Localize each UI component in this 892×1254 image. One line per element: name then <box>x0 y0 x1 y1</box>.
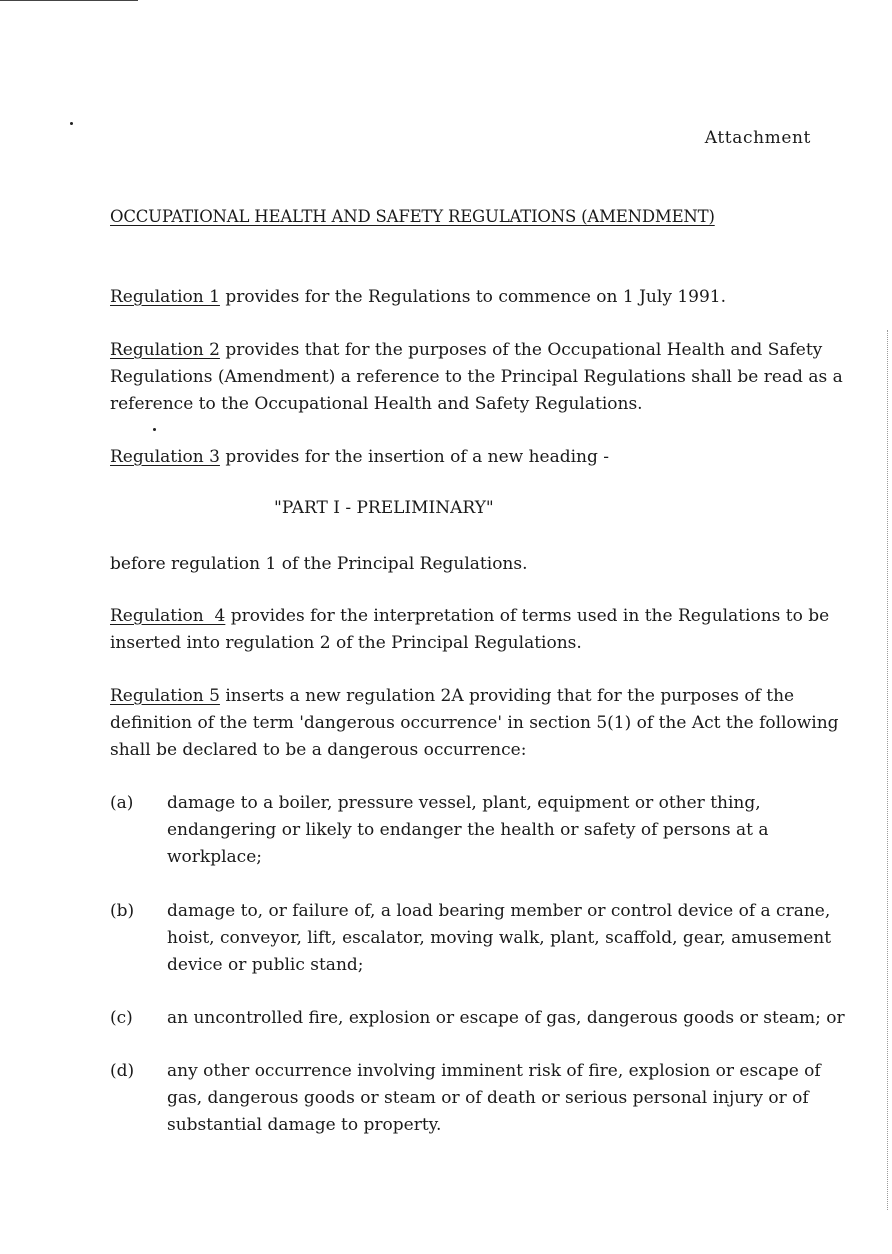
list-item-line: gas, dangerous goods or steam or of death or serious personal injury or of <box>167 1088 809 1108</box>
continuation-paragraph <box>110 551 826 578</box>
list-item-body <box>167 1058 821 1139</box>
list-item-label: (d) <box>110 1061 135 1081</box>
paragraph-line: reference to the Occupational Health and Safety Regulations. <box>110 394 643 414</box>
paragraph-text: provides for the interpretation of terms used in the Regulations to be <box>230 606 830 626</box>
list-item-body <box>167 1005 845 1032</box>
regulation-1-paragraph <box>110 284 826 311</box>
list-item-line: substantial damage to property. <box>167 1115 442 1135</box>
list-item-line: device or public stand; <box>167 955 364 975</box>
paragraph-line: definition of the term 'dangerous occurrence' in section 5(1) of the Act the following <box>110 713 839 733</box>
regulation-reference: Regulation 5 <box>110 686 220 706</box>
paragraph-line <box>110 444 826 471</box>
paragraph-text: provides for the Regulations to commence on 1 July 1991. <box>225 287 726 307</box>
paragraph-line <box>110 284 826 311</box>
scan-right-edge <box>887 330 888 1210</box>
regulation-reference: Regulation 4 <box>110 606 226 626</box>
scan-speck <box>70 122 73 125</box>
list-item-line: damage to a boiler, pressure vessel, plant, equipment or other thing, <box>167 793 761 813</box>
regulation-2-paragraph <box>110 337 843 418</box>
regulation-reference: Regulation 1 <box>110 287 220 307</box>
paragraph-line <box>110 683 826 710</box>
list-item-body <box>167 790 768 871</box>
list-item-line: endangering or likely to endanger the health or safety of persons at a <box>167 820 769 840</box>
paragraph-line <box>110 603 830 630</box>
document-title: OCCUPATIONAL HEALTH AND SAFETY REGULATIONS (AMENDMENT) <box>110 207 715 226</box>
list-item-line: damage to, or failure of, a load bearing member or control device of a crane, <box>167 901 831 921</box>
list-item-line: workplace; <box>167 847 262 867</box>
regulation-4-paragraph <box>110 603 830 657</box>
paragraph-line <box>110 337 826 364</box>
scan-speck <box>153 428 156 431</box>
paragraph-line: inserted into regulation 2 of the Principal Regulations. <box>110 633 582 653</box>
list-item-body <box>167 898 831 979</box>
part-heading: "PART I - PRELIMINARY" <box>274 498 494 518</box>
paragraph-text: inserts a new regulation 2A providing that for the purposes of the <box>225 686 795 706</box>
attachment-label: Attachment <box>704 128 811 148</box>
paragraph-line: shall be declared to be a dangerous occurrence: <box>110 740 527 760</box>
list-item-label: (a) <box>110 793 134 813</box>
regulation-reference: Regulation 3 <box>110 447 220 467</box>
paragraph-line: before regulation 1 of the Principal Regulations. <box>110 554 528 574</box>
paragraph-line: Regulations (Amendment) a reference to the Principal Regulations shall be read as a <box>110 367 843 387</box>
list-item-line: an uncontrolled fire, explosion or escape of gas, dangerous goods or steam; or <box>167 1008 845 1028</box>
scan-top-rule <box>0 0 138 1</box>
regulation-reference: Regulation 2 <box>110 340 220 360</box>
paragraph-text: provides for the insertion of a new heading - <box>225 447 610 467</box>
list-item-line: any other occurrence involving imminent risk of fire, explosion or escape of <box>167 1061 821 1081</box>
regulation-5-paragraph <box>110 683 839 764</box>
paragraph-text: provides that for the purposes of the Occupational Health and Safety <box>225 340 823 360</box>
regulation-3-paragraph <box>110 444 826 471</box>
list-item-line: hoist, conveyor, lift, escalator, moving walk, plant, scaffold, gear, amusement <box>167 928 832 948</box>
list-item-label: (b) <box>110 901 135 921</box>
list-item-label: (c) <box>110 1008 133 1028</box>
